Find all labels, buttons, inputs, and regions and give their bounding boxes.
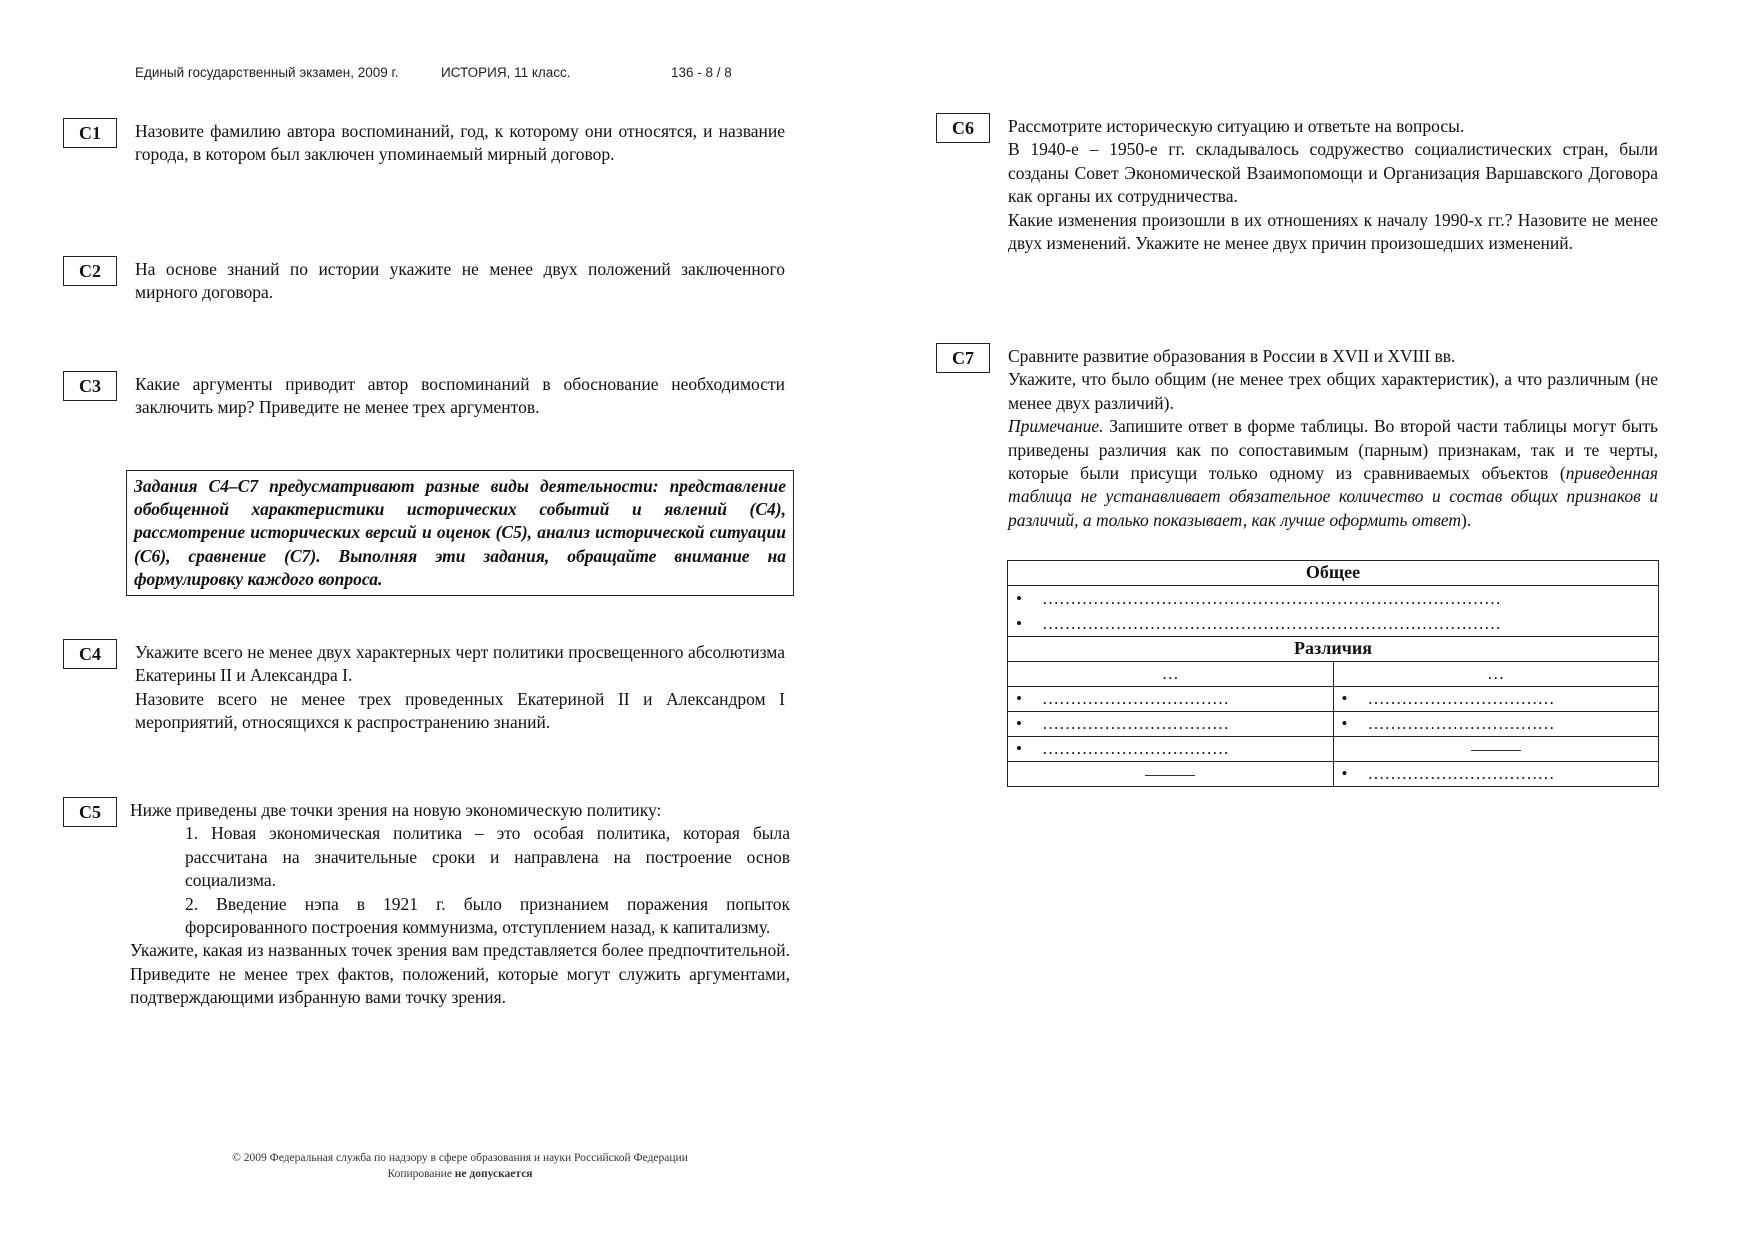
answer-line: …………………………… <box>1042 714 1229 734</box>
question-c7-note <box>1008 415 1658 532</box>
footer-copy-notice <box>150 1166 770 1182</box>
question-label-c1: C1 <box>63 118 117 148</box>
footer-copy-prefix: Копирование <box>387 1168 455 1180</box>
instructions-note: Задания С4–С7 предусматривают разные виды деятельности: представление обобщенной характеристики исторических событий и явлений (С4), рассмотрение исторических версий и оценок (С5), анализ исторической ситуации (С6), сравнение (С7). Выполняя эти задания, обращайте внимание на формулировку каждого вопроса. <box>126 470 794 596</box>
question-c7-text <box>1008 345 1658 532</box>
table-header-differences: Различия <box>1008 637 1659 662</box>
difference-cell <box>1333 712 1659 737</box>
question-c1-text: Назовите фамилию автора воспоминаний, год, к которому они относятся, и название города, в котором был заключен упоминаемый мирный договор. <box>135 121 785 165</box>
note-italic: приведенная таблица не устанавливает обязательное количество и состав общих признаков и различий, а только показывает, как лучше оформить ответ <box>1008 463 1658 530</box>
question-c3-text: Какие аргументы приводит автор воспоминаний в обоснование необходимости заключить мир? Приведите не менее трех аргументов. <box>135 374 785 418</box>
column-placeholder: … <box>1008 662 1334 687</box>
footer-copy-bold: не допускается <box>454 1168 533 1180</box>
footer-copyright: © 2009 Федеральная служба по надзору в сфере образования и науки Российской Федерации <box>232 1152 688 1164</box>
question-c7-part2: Укажите, что было общим (не менее трех общих характеристик), а что различным (не менее двух различий). <box>1008 369 1658 413</box>
bullet: • <box>1016 739 1022 759</box>
answer-line: …………………………… <box>1367 764 1555 784</box>
difference-cell <box>1333 762 1659 787</box>
dash <box>1471 750 1521 751</box>
question-c4-text <box>135 641 785 735</box>
answer-line: …………………………… <box>1042 739 1229 759</box>
table-header-common: Общее <box>1008 561 1659 586</box>
bullet: • <box>1016 613 1022 633</box>
empty-cell <box>1008 762 1334 787</box>
difference-cell <box>1333 687 1659 712</box>
question-c5-viewpoint-1: 1. Новая экономическая политика – это особая политика, которая была рассчитана на значительные сроки и направлена на построение основ социализма. <box>185 823 790 891</box>
answer-line: ……………………………………………………………………… <box>1042 588 1501 608</box>
question-c4-part2: Назовите всего не менее трех проведенных Екатериной II и Александром I мероприятий, относящихся к распространению знаний. <box>135 688 785 733</box>
question-c5-task: Укажите, какая из названных точек зрения вам представляется более предпочтительной. Приведите не менее трех фактов, положений, которые могут служить аргументами, подтверждающими избранную вами точку зрения. <box>130 940 790 1008</box>
header-title: Единый государственный экзамен, 2009 г. <box>135 65 399 80</box>
question-c2-text: На основе знаний по истории укажите не менее двух положений заключенного мирного договора. <box>135 259 785 303</box>
comparison-table <box>1007 560 1659 787</box>
bullet: • <box>1016 588 1022 608</box>
answer-line: …………………………… <box>1042 689 1229 709</box>
question-c5-viewpoint-2: 2. Введение нэпа в 1921 г. было признанием поражения попыток форсированного построения коммунизма, отступлением назад, к капитализму. <box>185 893 790 938</box>
question-c5-intro: Ниже приведены две точки зрения на новую экономическую политику: <box>130 800 662 820</box>
question-c5-text <box>130 799 790 1010</box>
difference-cell <box>1008 687 1334 712</box>
header-subject: ИСТОРИЯ, 11 класс. <box>441 65 571 80</box>
question-label-c3: C3 <box>63 371 117 401</box>
answer-line: …………………………… <box>1367 689 1555 709</box>
bullet: • <box>1016 714 1022 734</box>
answer-line: …………………………… <box>1367 714 1555 734</box>
question-label-c6: C6 <box>936 113 990 143</box>
dash <box>1145 775 1195 776</box>
note-end: ). <box>1461 509 1472 530</box>
question-c6-text <box>1008 115 1658 255</box>
question-label-c5: C5 <box>63 797 117 827</box>
header-page: 136 - 8 / 8 <box>671 65 732 80</box>
bullet: • <box>1341 689 1348 709</box>
question-label-c7: C7 <box>936 343 990 373</box>
common-row <box>1008 586 1659 612</box>
common-row <box>1008 611 1659 637</box>
difference-cell <box>1008 737 1334 762</box>
difference-cell <box>1008 712 1334 737</box>
answer-line: ……………………………………………………………………… <box>1042 613 1501 633</box>
bullet: • <box>1341 764 1348 784</box>
question-label-c2: C2 <box>63 256 117 286</box>
question-c6-part2: В 1940-е – 1950-е гг. складывалось содружество социалистических стран, были созданы Совет Экономической Взаимопомощи и Организация Варшавского Договора как органы их сотрудничества. <box>1008 139 1658 207</box>
question-c6-part1: Рассмотрите историческую ситуацию и ответьте на вопросы. <box>1008 116 1465 136</box>
question-c7-part1: Сравните развитие образования в России в XVII и XVIII вв. <box>1008 346 1456 366</box>
bullet: • <box>1016 689 1022 709</box>
question-c6-part3: Какие изменения произошли в их отношениях к началу 1990-х гг.? Назовите не менее двух изменений. Укажите не менее двух причин произошедших изменений. <box>1008 209 1658 254</box>
question-c4-part1: Укажите всего не менее двух характерных черт политики просвещенного абсолютизма Екатерины II и Александра I. <box>135 642 785 686</box>
column-placeholder: … <box>1333 662 1659 687</box>
bullet: • <box>1341 714 1348 734</box>
note-label: Примечание. <box>1008 416 1104 437</box>
question-label-c4: C4 <box>63 639 117 669</box>
footer <box>150 1150 770 1182</box>
note-text: Запишите ответ в форме таблицы. Во второй части таблицы могут быть приведены различия как по сопоставимым (парным) признакам, так и те черты, которые были присущи только одному из сравниваемых объектов ( <box>1008 416 1658 484</box>
empty-cell <box>1333 737 1659 762</box>
